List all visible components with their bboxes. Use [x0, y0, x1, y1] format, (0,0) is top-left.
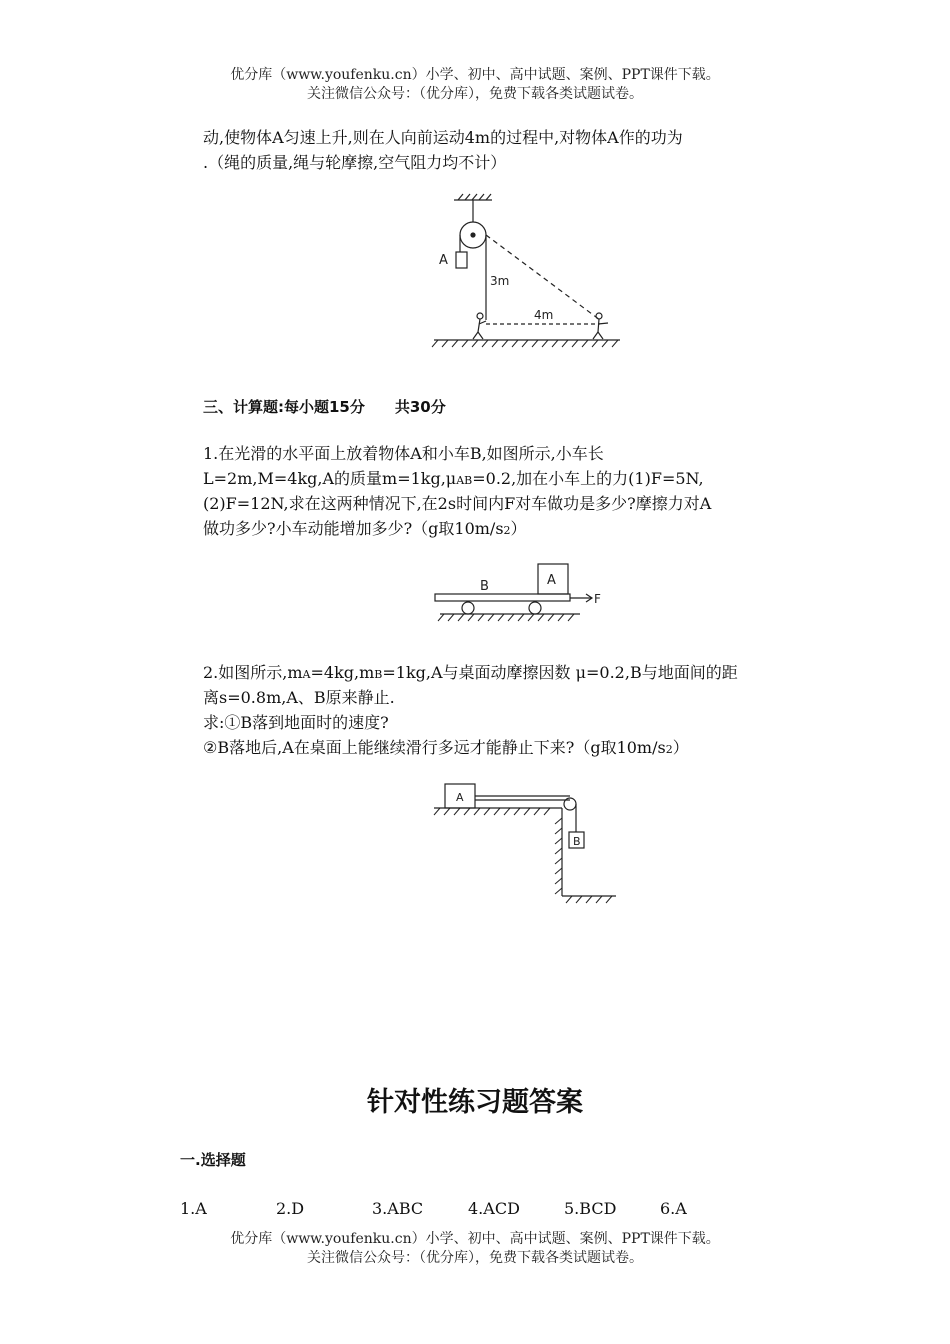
header-line-2: 关注微信公众号：（优分库），免费下载各类试题试卷。 — [307, 86, 643, 102]
answer-item: 6.A — [660, 1199, 687, 1218]
intro-line-1: 动,使物体A匀速上升,则在人向前运动4m的过程中,对物体A作的功为 — [203, 128, 683, 147]
table-pulley-figure — [430, 778, 630, 908]
fig1-label-a: A — [439, 253, 448, 268]
q1-line-2-a: L=2m,M=4kg,A的质量m=1kg,μ — [203, 469, 457, 488]
cart-figure — [430, 560, 620, 630]
section-3-title: 三、计算题:每小题15分 — [203, 398, 365, 416]
q2-line-3: 求:①B落到地面时的速度? — [203, 713, 389, 732]
answers-section-heading: 一.选择题 — [180, 1151, 246, 1169]
q2-line-2: 离s=0.8m,A、B原来静止. — [203, 688, 395, 707]
page-footer — [0, 1230, 950, 1268]
q1-line-4-b: ） — [510, 519, 527, 538]
section-3-total: 共30分 — [394, 398, 446, 416]
q2-line-1-c: =1kg,A与桌面动摩擦因数 μ=0.2,B与地面间的距 — [382, 663, 738, 682]
pulley-figure — [428, 192, 628, 352]
page-header — [0, 66, 950, 104]
cart-b — [435, 594, 570, 601]
q2-line-1-b: =4kg,m — [310, 663, 375, 682]
fig2-label-f: F — [594, 592, 601, 606]
answer-item: 3.ABC — [372, 1199, 424, 1218]
q1-line-4 — [203, 516, 823, 543]
answer-item: 5.BCD — [564, 1199, 617, 1218]
q2-line-1 — [203, 660, 823, 687]
q2-line-4-sub: 2 — [665, 743, 673, 756]
q1-line-2 — [203, 466, 823, 493]
q2-line-4-a: ②B落地后,A在桌面上能继续滑行多远才能静止下来?（g取10m/s — [203, 738, 666, 757]
fig2-label-a: A — [547, 573, 556, 588]
q2-line-1-sub-a: A — [302, 668, 311, 681]
q1-line-2-sub: AB — [456, 474, 473, 487]
fig1-label-height: 3m — [490, 274, 510, 288]
q2-line-4 — [203, 735, 823, 762]
q1-line-4-sub: 2 — [503, 524, 511, 537]
footer-line-2: 关注微信公众号：（优分库），免费下载各类试题试卷。 — [307, 1250, 643, 1266]
fig1-label-distance: 4m — [534, 308, 554, 322]
fig3-label-a: A — [456, 791, 464, 804]
answer-item: 1.A — [180, 1199, 207, 1218]
q1-line-2-b: =0.2,加在小车上的力(1)F=5N, — [472, 469, 704, 488]
answers-title: 针对性练习题答案 — [367, 1087, 583, 1118]
section-3-heading — [203, 395, 823, 420]
intro-line-2: .（绳的质量,绳与轮摩擦,空气阻力均不计） — [203, 153, 507, 172]
answers-list — [180, 1196, 800, 1221]
q2-line-1-sub-b: B — [374, 668, 383, 681]
q2-line-1-a: 2.如图所示,m — [203, 663, 303, 682]
answer-item: 4.ACD — [468, 1199, 520, 1218]
footer-line-1: 优分库（www.youfenku.cn）小学、初中、高中试题、案例、PPT课件下载。 — [230, 1231, 720, 1247]
q2-line-4-b: ） — [672, 738, 689, 757]
block-a — [456, 252, 467, 268]
answer-item: 2.D — [276, 1199, 305, 1218]
header-line-1: 优分库（www.youfenku.cn）小学、初中、高中试题、案例、PPT课件下载。 — [230, 67, 720, 83]
q1-line-4-a: 做功多少?小车动能增加多少?（g取10m/s — [203, 519, 504, 538]
q1-line-1: 1.在光滑的水平面上放着物体A和小车B,如图所示,小车长 — [203, 444, 604, 463]
q1-line-3: (2)F=12N,求在这两种情况下,在2s时间内F对车做功是多少?摩擦力对A — [203, 494, 712, 513]
fig2-label-b: B — [480, 579, 489, 594]
fig3-label-b: B — [573, 835, 581, 848]
